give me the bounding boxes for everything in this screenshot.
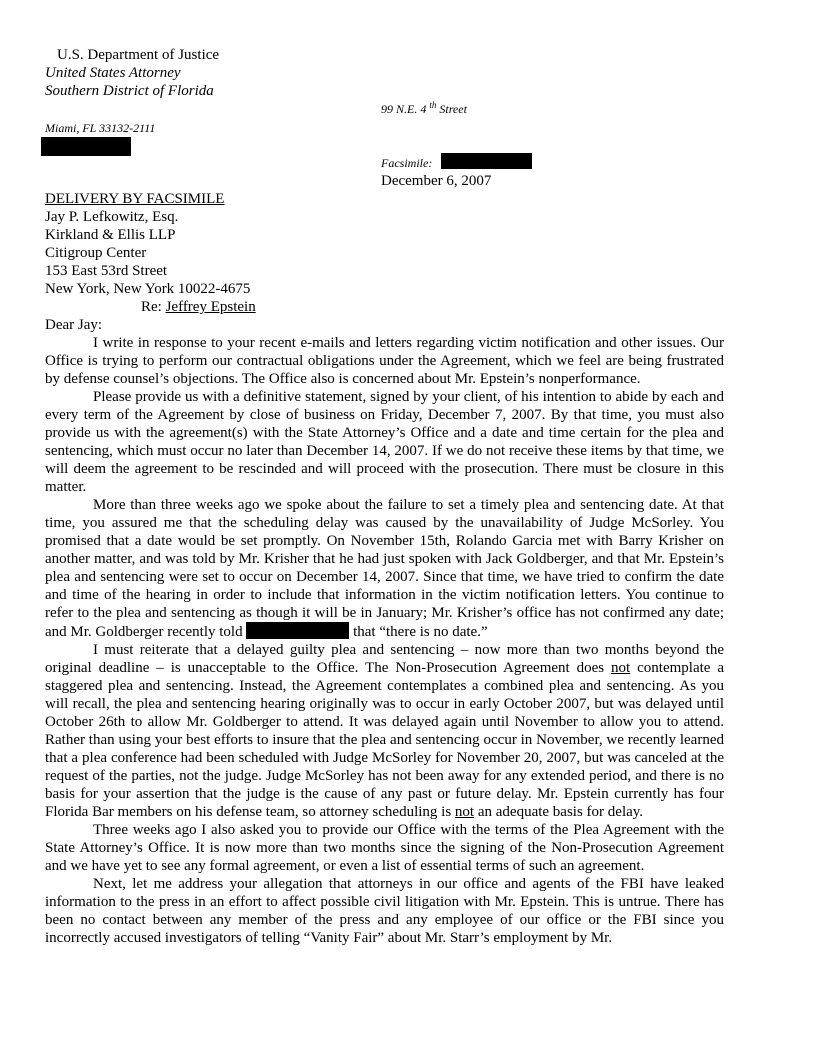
recipient-building: Citigroup Center	[45, 245, 147, 261]
paragraph: Three weeks ago I also asked you to provide our Office with the terms of the Plea Agreement with the State Attorney’s Office. It is now more than two months since the signing of the Non-Prosecution Agreement and we have yet to see any formal agreement, or even a list of essential terms of such an agreement.	[45, 822, 724, 874]
redaction-box	[441, 153, 532, 169]
office-name: United States Attorney	[45, 65, 181, 81]
facsimile-label: Facsimile:	[381, 156, 433, 170]
recipient-name: Jay P. Lefkowitz, Esq.	[45, 209, 179, 225]
salutation: Dear Jay:	[45, 317, 103, 333]
recipient-block	[45, 190, 256, 334]
redaction-box	[246, 622, 349, 639]
subject-line: Re: Jeffrey Epstein	[141, 299, 256, 315]
letter-date: December 6, 2007	[381, 173, 492, 189]
street-address: 99 N.E. 4 $^{th}$ Street	[381, 100, 467, 116]
recipient-city: New York, New York 10022-4675	[45, 281, 251, 297]
department-name: U.S. Department of Justice	[57, 47, 220, 63]
paragraph: Next, let me address your allegation that attorneys in our office and agents of the FBI have leaked information to the press in an effort to affect possible civil litigation with Mr. Epstein. This is untrue. There has been no contact between any member of the press and any employee of our office or the FBI since you incorrectly accused investigators of telling “Vanity Fair” about Mr. Starr’s employment by Mr.	[45, 876, 724, 946]
delivery-method: DELIVERY BY FACSIMILE	[45, 191, 225, 207]
paragraph: I must reiterate that a delayed guilty plea and sentencing – now more than two months beyond the original deadline – is unacceptable to the Office. The Non-Prosecution Agreement does not contemplate a staggered plea and sentencing. Instead, the Agreement contemplates a combined plea and sentencing. As you will recall, the plea and sentencing hearing originally was to occur in early October 2007, but was delayed until October 26th to allow Mr. Goldberger to attend. It was delayed again until November to allow you to attend. Rather than using your best efforts to insure that the plea and sentencing occur in November, we recently learned that a plea conference had been scheduled with Judge McSorley for November 20, 2007, but was canceled at the request of the parties, not the judge. Judge McSorley has not been away for any extended period, and there is no basis for your assertion that the judge is the cause of any past or future delay. Mr. Epstein currently has four Florida Bar members on his defense team, so attorney scheduling is not an adequate basis for delay.	[45, 642, 724, 820]
city-zip: Miami, FL 33132-2111	[45, 121, 156, 135]
recipient-firm: Kirkland & Ellis LLP	[45, 227, 176, 243]
district-name: Southern District of Florida	[45, 83, 214, 99]
paragraph: More than three weeks ago we spoke about the failure to set a timely plea and sentencing date. At that time, you assured me that the scheduling delay was caused by the unavailability of Judge McSorley. You promised that a date would be set promptly. On November 15th, Rolando Garcia met with Barry Krisher on another matter, and was told by Mr. Krisher that he had just spoken with Jack Goldberger, and that Mr. Epstein’s plea and sentencing were set to occur on December 14, 2007. Since that time, we have tried to confirm the date and time of the hearing in order to include that information in the victim notification letters. You continue to refer to the plea and sentencing as though it will be in January; Mr. Krisher’s office has not confirmed any date; and Mr. Goldberger recently told that “there is no date.”	[45, 497, 724, 640]
recipient-street: 153 East 53rd Street	[45, 263, 168, 279]
redaction-box	[41, 137, 131, 156]
letter-body	[45, 334, 724, 947]
paragraph: I write in response to your recent e-mails and letters regarding victim notification and other issues. Our Office is trying to perform our contractual obligations under the Agreement, which we feel are being frustrated by defense counsel’s objections. The Office also is concerned about Mr. Epstein’s nonperformance.	[45, 335, 724, 387]
paragraph: Please provide us with a definitive statement, signed by your client, of his intention to abide by each and every term of the Agreement by close of business on Friday, December 7, 2007. By that time, you must also provide us with the agreement(s) with the State Attorney’s Office and a date and time certain for the plea and sentencing, which must occur no later than December 14, 2007. If we do not receive these items by that time, we will deem the agreement to be rescinded and will proceed with the prosecution. There must be closure in this matter.	[45, 389, 724, 495]
